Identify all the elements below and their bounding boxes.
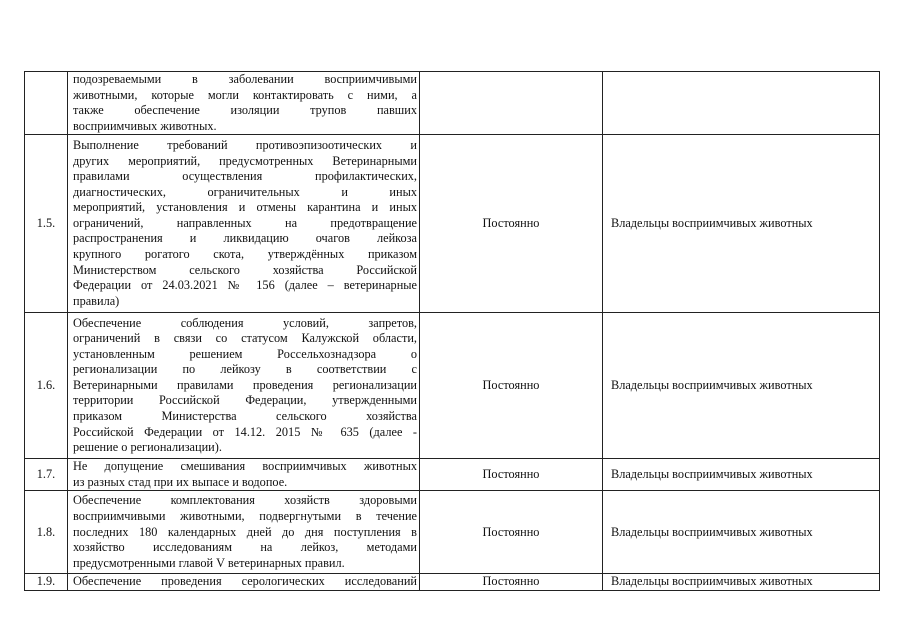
description-line: животными, которые могли контактировать с ними, а <box>73 87 417 102</box>
description-line: Министерством сельского хозяйства Российской <box>73 262 417 277</box>
description-line: ограничений, направленных на предотвращение <box>73 215 417 230</box>
responsible-cell <box>603 72 880 135</box>
description-line: территории Российской Федерации, утвержденными <box>73 393 417 408</box>
description-line: подозреваемыми в заболевании восприимчивыми <box>73 72 417 86</box>
description-line: хозяйство исследованиям на лейкоз, методами <box>73 540 417 555</box>
description-line: Не допущение смешивания восприимчивых животных <box>73 459 417 474</box>
description-line: восприимчивыми животными, подвергнутыми в течение <box>73 508 417 523</box>
table-row <box>25 72 880 135</box>
responsible-cell: Владельцы восприимчивых животных <box>603 313 880 459</box>
responsible-cell: Владельцы восприимчивых животных <box>603 135 880 313</box>
row-number: 1.7. <box>25 459 68 491</box>
description-line: восприимчивых животных. <box>73 118 217 133</box>
measure-description <box>68 574 420 591</box>
description-line: также обеспечение изоляции трупов павших <box>73 103 417 118</box>
measure-description <box>68 491 420 574</box>
description-line: правила) <box>73 293 120 308</box>
description-line: правилами осуществления профилактических, <box>73 169 417 184</box>
measures-table <box>24 71 880 591</box>
description-line: Федерации от 24.03.2021 № 156 (далее – ветеринарные <box>73 278 417 293</box>
description-line: крупного рогатого скота, утверждённых приказом <box>73 247 417 261</box>
description-line: Обеспечение соблюдения условий, запретов, <box>73 315 417 330</box>
term-cell <box>420 72 603 135</box>
description-line: Обеспечение комплектования хозяйств здоровыми <box>73 493 417 508</box>
description-line: распространения и ликвидацию очагов лейкоза <box>73 231 417 246</box>
measure-description <box>68 459 420 491</box>
table-row <box>25 313 880 459</box>
description-line: регионализации по лейкозу в соответствии с <box>73 362 417 377</box>
description-line: решение о регионализации). <box>73 440 222 455</box>
description-line: Ветеринарными правилами проведения регионализации <box>73 377 417 392</box>
responsible-cell: Владельцы восприимчивых животных <box>603 491 880 574</box>
table-row <box>25 459 880 491</box>
table-row <box>25 574 880 591</box>
row-number: 1.8. <box>25 491 68 574</box>
description-line: Обеспечение проведения серологических исследований <box>73 574 417 589</box>
description-line: Российской Федерации от 14.12. 2015 № 635 (далее - <box>73 424 417 439</box>
description-line: установленным решением Россельхознадзора о <box>73 346 417 361</box>
description-line: из разных стад при их выпасе и водопое. <box>73 474 288 489</box>
description-line: приказом Министерства сельского хозяйства <box>73 409 417 423</box>
table-row <box>25 491 880 574</box>
description-line: предусмотренными главой V ветеринарных правил. <box>73 555 345 570</box>
measure-description <box>68 135 420 313</box>
description-line: других мероприятий, предусмотренных Ветеринарными <box>73 153 417 168</box>
row-number <box>25 72 68 135</box>
description-line: диагностических, ограничительных и иных <box>73 184 417 199</box>
table-row <box>25 135 880 313</box>
row-number: 1.5. <box>25 135 68 313</box>
responsible-cell: Владельцы восприимчивых животных <box>603 459 880 491</box>
measure-description <box>68 72 420 135</box>
term-cell: Постоянно <box>420 491 603 574</box>
row-number: 1.9. <box>25 574 68 591</box>
term-cell: Постоянно <box>420 459 603 491</box>
responsible-cell: Владельцы восприимчивых животных <box>603 574 880 591</box>
term-cell: Постоянно <box>420 574 603 591</box>
description-line: мероприятий, установления и отмены карантина и иных <box>73 200 417 215</box>
description-line: ограничений в связи со статусом Калужской области, <box>73 331 417 346</box>
description-line: последних 180 календарных дней до дня поступления в <box>73 524 417 539</box>
term-cell: Постоянно <box>420 135 603 313</box>
term-cell: Постоянно <box>420 313 603 459</box>
measure-description <box>68 313 420 459</box>
row-number: 1.6. <box>25 313 68 459</box>
description-line: Выполнение требований противоэпизоотических и <box>73 138 417 153</box>
